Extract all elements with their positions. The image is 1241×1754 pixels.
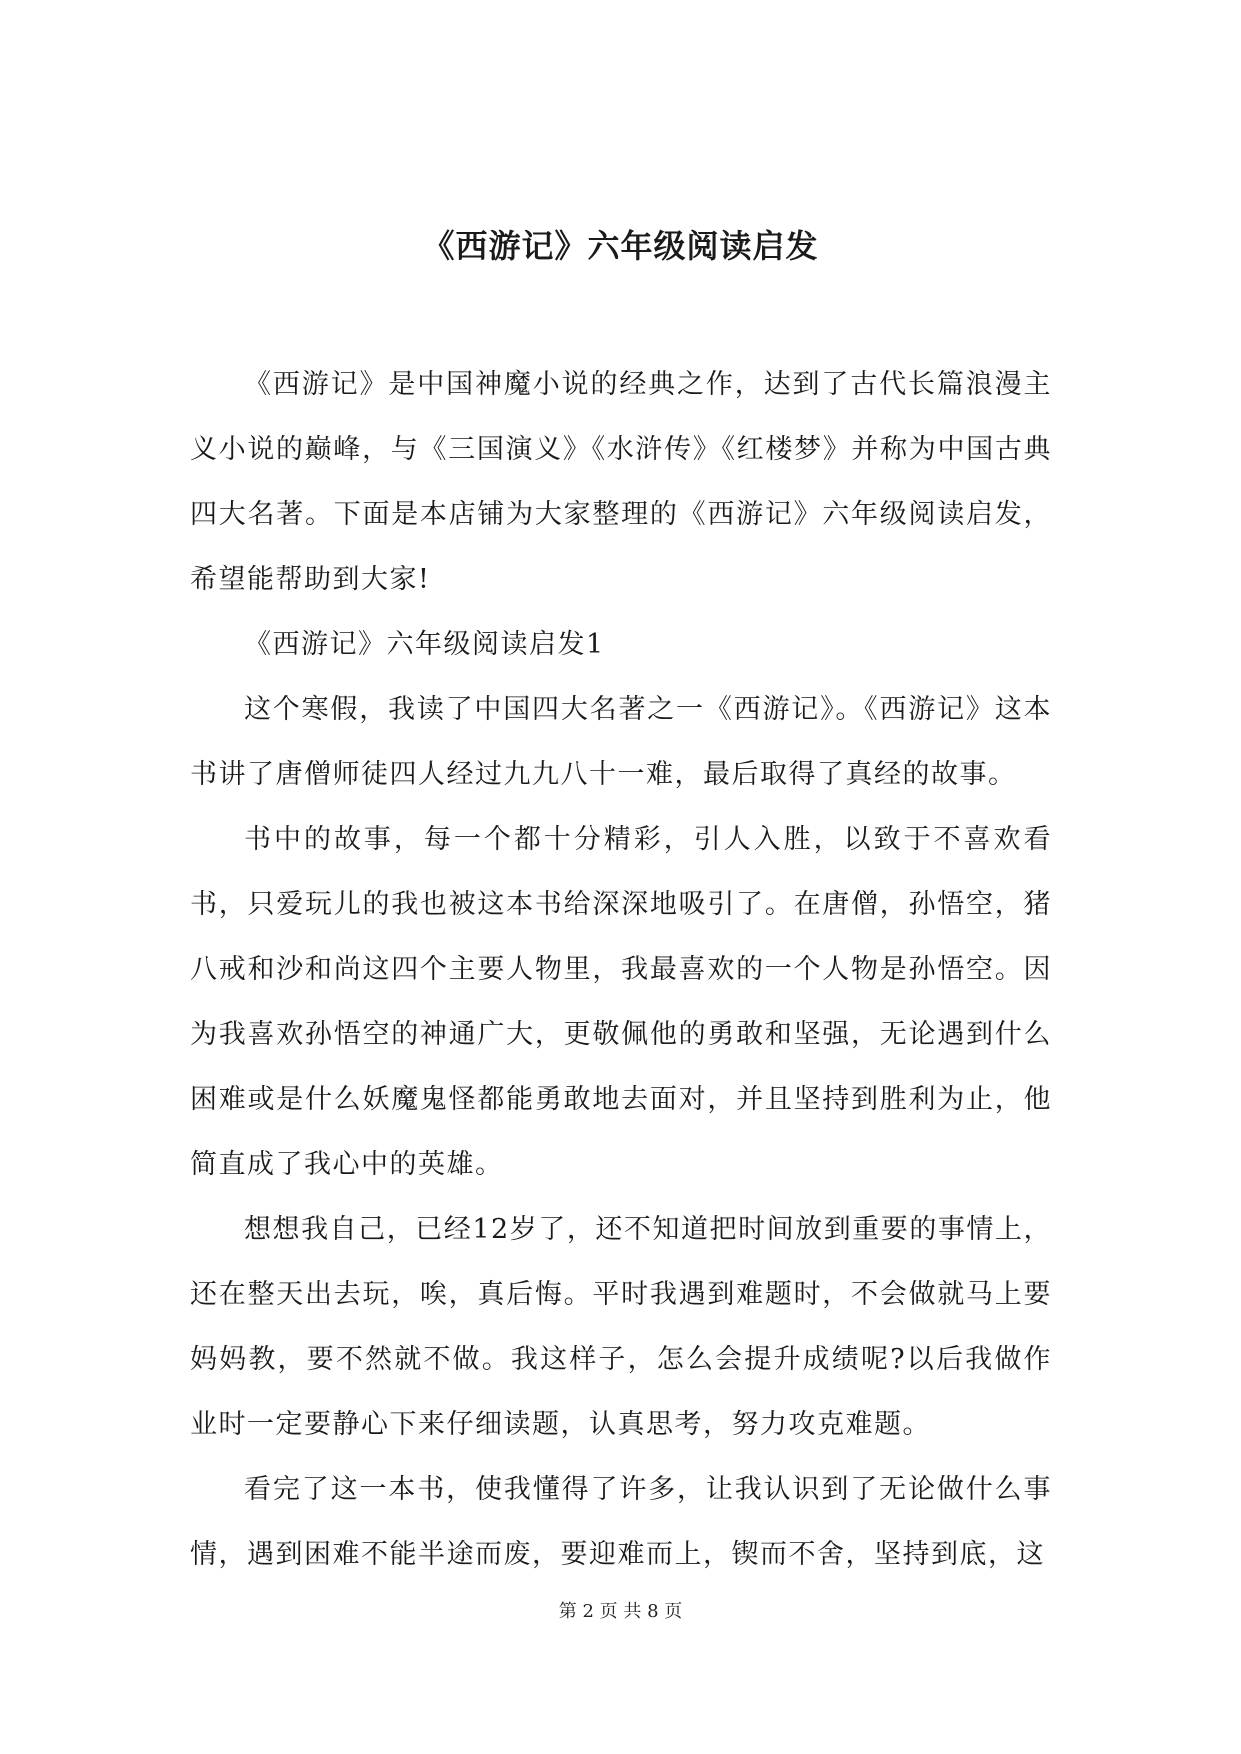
body-paragraph: 书中的故事，每一个都十分精彩，引人入胜，以致于不喜欢看书，只爱玩儿的我也被这本书给深深地吸引了。在唐僧，孙悟空，猪八戒和沙和尚这四个主要人物里，我最喜欢的一个人物是孙悟空。因为我喜欢孙悟空的神通广大，更敬佩他的勇敢和坚强，无论遇到什么困难或是什么妖魔鬼怪都能勇敢地去面对，并且坚持到胜利为止，他简直成了我心中的英雄。 [190, 824, 1052, 1180]
document-body [190, 352, 1052, 1587]
section-heading: 《西游记》六年级阅读启发1 [244, 629, 605, 660]
page-number-footer: 第 2 页 共 8 页 [558, 1601, 683, 1622]
body-paragraph: 看完了这一本书，使我懂得了许多，让我认识到了无论做什么事情，遇到困难不能半途而废，要迎难而上，锲而不舍，坚持到底，这 [190, 1474, 1052, 1570]
body-paragraph: 想想我自己，已经12岁了，还不知道把时间放到重要的事情上，还在整天出去玩，唉，真后悔。平时我遇到难题时，不会做就马上要妈妈教，要不然就不做。我这样子，怎么会提升成绩呢?以后我做作业时一定要静心下来仔细读题，认真思考，努力攻克难题。 [190, 1214, 1052, 1440]
intro-paragraph: 《西游记》是中国神魔小说的经典之作，达到了古代长篇浪漫主义小说的巅峰，与《三国演义》《水浒传》《红楼梦》并称为中国古典四大名著。下面是本店铺为大家整理的《西游记》六年级阅读启发，希望能帮助到大家! [190, 369, 1052, 595]
document-title: 《西游记》六年级阅读启发 [422, 227, 819, 265]
body-paragraph: 这个寒假，我读了中国四大名著之一《西游记》。《西游记》这本书讲了唐僧师徒四人经过九九八十一难，最后取得了真经的故事。 [190, 694, 1052, 790]
